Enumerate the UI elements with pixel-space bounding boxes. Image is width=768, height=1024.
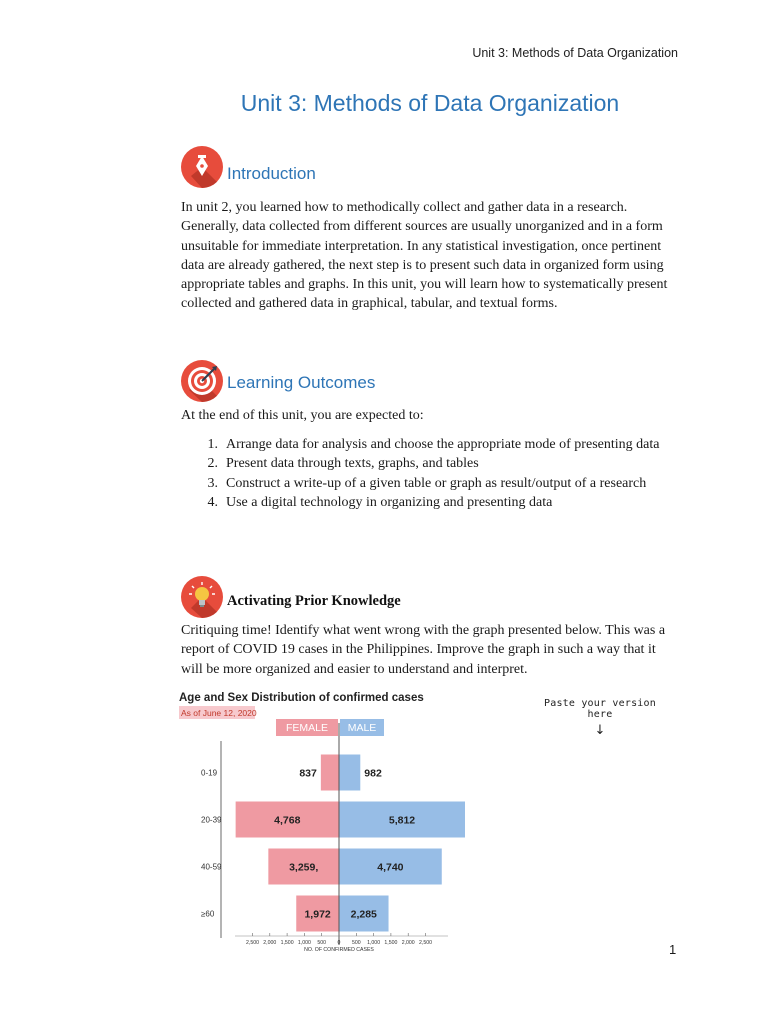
arrow-down-icon: ↓ [594, 723, 606, 738]
bar-male-019 [339, 755, 360, 791]
running-header: Unit 3: Methods of Data Organization [472, 46, 678, 60]
data-label-female: 837 [299, 767, 317, 780]
page-number: 1 [669, 942, 677, 957]
learning-outcomes-heading: Learning Outcomes [227, 373, 376, 392]
list-item: 1. Arrange data for analysis and choose the appropriate mode of presenting data [207, 437, 660, 452]
lightbulb-icon [181, 576, 223, 618]
data-label-male: 4,740 [377, 861, 404, 874]
prior-knowledge-heading: Activating Prior Knowledge [227, 593, 401, 609]
data-label-male: 982 [364, 767, 382, 780]
learning-outcomes-intro: At the end of this unit, you are expected to: [181, 408, 424, 423]
age-sex-chart [173, 683, 470, 960]
list-item: 3. Construct a write-up of a given table or graph as result/output of a research [207, 475, 647, 491]
category-label: 20-39 [201, 815, 222, 825]
chart-subtitle: As of June 12, 2020 [181, 708, 257, 718]
pen-nib-icon [181, 146, 223, 188]
list-item: 2. Present data through texts, graphs, and tables [207, 456, 479, 472]
data-label-male: 2,285 [350, 908, 377, 921]
paste-note-text: Paste your version here [544, 698, 656, 720]
learning-outcomes-list [181, 435, 671, 512]
category-label: 40-59 [201, 862, 222, 872]
x-tick-label: 2,500 [246, 940, 259, 946]
chart-canvas [173, 683, 470, 960]
x-tick-label: 2,000 [263, 940, 277, 946]
x-tick-label: 500 [351, 940, 361, 946]
x-axis-label: NO. OF CONFIRMED CASES [304, 947, 374, 953]
data-label-female: 1,972 [304, 908, 331, 921]
x-tick-label: 1,500 [280, 940, 294, 946]
list-item: 4. Use a digital technology in organizing and presenting data [207, 494, 553, 510]
x-tick-label: 2,000 [401, 940, 415, 946]
legend-male-label: MALE [347, 722, 377, 734]
data-label-male: 5,812 [388, 814, 416, 827]
target-icon [181, 360, 223, 402]
x-tick-label: 2,500 [419, 940, 432, 946]
bar-female-019 [321, 755, 339, 791]
chart-title: Age and Sex Distribution of confirmed cases [179, 692, 424, 704]
category-label: ≥60 [201, 909, 215, 919]
x-tick-label: 1,000 [367, 940, 381, 946]
x-tick-label: 500 [317, 940, 327, 946]
introduction-paragraph: In unit 2, you learned how to methodically collect and gather data in a research. Generally, data collected from different sources are usually unorganized and in a form unsuitable for immediate interpretation. In any statistical investigation, once pertinent data are already gathered, the next step is to present such data in organized form using appropriate tables and graphs. In this unit, you will learn how to systematically present collected and gathered data in graphical, tabular, and textual forms. [181, 200, 668, 312]
x-tick-label: 1,000 [297, 940, 311, 946]
data-label-female: 4,768 [274, 814, 301, 827]
x-tick-label: 1,500 [384, 940, 398, 946]
page-title: Unit 3: Methods of Data Organization [240, 90, 620, 116]
x-tick-label: 0 [337, 940, 341, 946]
legend-female-label: FEMALE [285, 722, 329, 734]
prior-knowledge-paragraph: Critiquing time! Identify what went wrong with the graph presented below. This was a report of COVID 19 cases in the Philippines. Improve the graph in such a way that it will be more organized and easier to understand and interpret. [181, 623, 666, 677]
data-label-female: 3,259, [289, 861, 319, 874]
paste-note [540, 698, 660, 738]
introduction-heading: Introduction [227, 164, 316, 183]
category-label: 0-19 [201, 768, 218, 778]
